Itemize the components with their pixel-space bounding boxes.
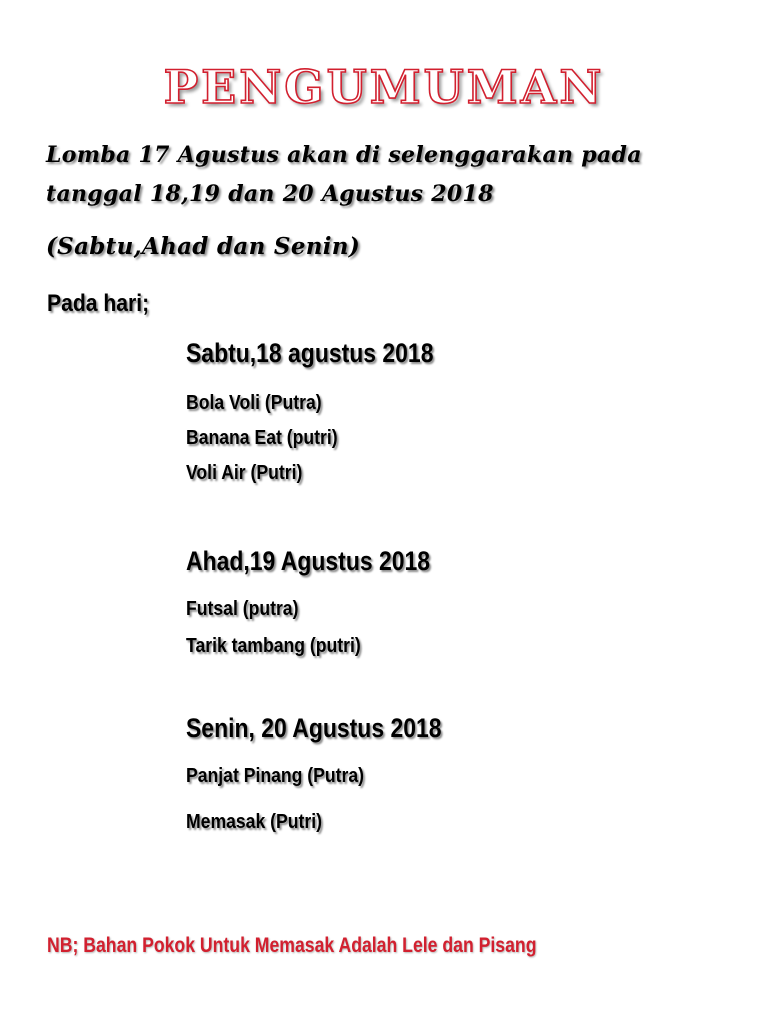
day-heading-senin: Senin, 20 Agustus 2018 — [186, 713, 442, 743]
day-heading-sabtu: Sabtu,18 agustus 2018 — [186, 338, 434, 368]
event-item: Tarik tambang (putri) — [186, 635, 361, 657]
event-item: Panjat Pinang (Putra) — [186, 765, 364, 787]
event-item: Memasak (Putri) — [186, 811, 322, 833]
intro-line-2: tanggal 18,19 dan 20 Agustus 2018 — [46, 181, 494, 207]
schedule-heading: Pada hari; — [47, 290, 150, 317]
event-item: Banana Eat (putri) — [186, 427, 338, 449]
intro-line-3: (Sabtu,Ahad dan Senin) — [46, 233, 361, 260]
event-item: Bola Voli (Putra) — [186, 392, 322, 414]
footnote: NB; Bahan Pokok Untuk Memasak Adalah Lele dan Pisang — [47, 934, 537, 957]
event-item: Futsal (putra) — [186, 598, 299, 620]
page-title: PENGUMUMAN — [163, 60, 605, 114]
day-heading-ahad: Ahad,19 Agustus 2018 — [186, 546, 431, 576]
event-item: Voli Air (Putri) — [186, 462, 303, 484]
intro-line-1: Lomba 17 Agustus akan di selenggarakan pada — [46, 142, 642, 168]
